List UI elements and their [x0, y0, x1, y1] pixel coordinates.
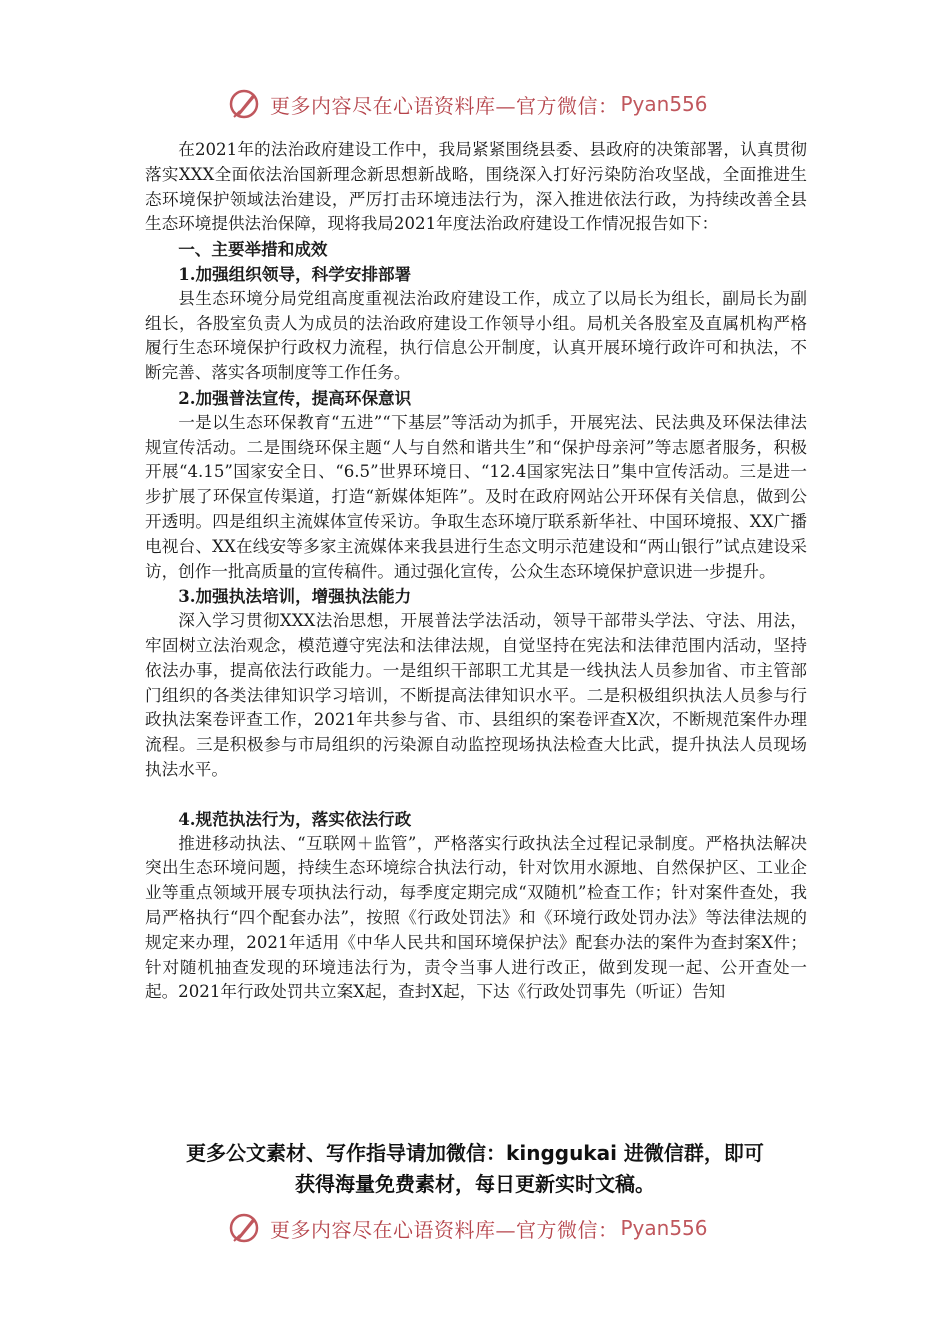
header-banner: [228, 84, 708, 124]
quill-logo-icon: [228, 1211, 262, 1245]
quill-logo-icon: [228, 87, 262, 121]
banner-text: 更多内容尽在心语资料库—官方微信：: [270, 93, 619, 118]
intro-paragraph: 在2021年的法治政府建设工作中，我局紧紧围绕县委、县政府的决策部署，认真贯彻落实XXX全面依法治国新理念新思想新战略，围绕深入打好污染防治攻坚战，全面推进生态环境保护领域法治建设，严厉打击环境违法行为，深入推进依法行政，为持续改善全县生态环境提供法治保障，现将我局2021年度法治政府建设工作情况报告如下：: [145, 140, 807, 234]
paragraph-4: 推进移动执法、“互联网＋监管”，严格落实行政执法全过程记录制度。严格执法解决突出生态环境问题，持续生态环境综合执法行动，针对饮用水源地、自然保护区、工业企业等重点领域开展专项执法行动，每季度定期完成“双随机”检查工作；针对案件查处，我局严格执行“四个配套办法”，按照《行政处罚法》和《环境行政处罚办法》等法律法规的规定来办理，2021年适用《中华人民共和国环境保护法》配套办法的案件为查封案X件；针对随机抽查发现的环境违法行为，责令当事人进行改正，做到发现一起、公开查处一起。2021年行政处罚共立案X起，查封X起，下达《行政处罚事先（听证）告知: [145, 833, 807, 1002]
subheading-4: 4.规范执法行为，落实依法行政: [178, 808, 412, 829]
paragraph-gap: [145, 783, 807, 807]
banner-contact: Pyan556: [620, 1216, 708, 1240]
paragraph-1: 县生态环境分局党组高度重视法治政府建设工作，成立了以局长为组长，副局长为副组长，各股室负责人为成员的法治政府建设工作领导小组。局机关各股室及直属机构严格履行生态环境保护行政权力流程，执行信息公开制度，认真开展环境行政许可和执法，不断完善、落实各项制度等工作任务。: [145, 288, 807, 383]
document-body: [145, 138, 807, 1005]
promo-line-1: 更多公文素材、写作指导请加微信：kinggukai 进微信群，即可: [186, 1141, 764, 1165]
section-heading: 一、主要举措和成效: [178, 239, 328, 260]
paragraph-3: 深入学习贯彻XXX法治思想，开展普法学法活动，领导干部带头学法、守法、用法，牢固树立法治观念，模范遵守宪法和法律法规，自觉坚持在宪法和法律范围内活动，坚持依法办事，提高依法行政能力。一是组织干部职工尤其是一线执法人员参加省、市主管部门组织的各类法律知识学习培训，不断提高法律知识水平。二是积极组织执法人员参与行政执法案卷评查工作，2021年共参与省、市、县组织的案卷评查X次，不断规范案件办理流程。三是积极参与市局组织的污染源自动监控现场执法检查大比武，提升执法人员现场执法水平。: [145, 611, 807, 779]
paragraph-2: 一是以生态环保教育“五进”“下基层”等活动为抓手，开展宪法、民法典及环保法律法规宣传活动。二是围绕环保主题“人与自然和谐共生”和“保护母亲河”等志愿者服务，积极开展“4.15”国家安全日、“6.5”世界环境日、“12.4国家宪法日”集中宣传活动。三是进一步扩展了环保宣传渠道，打造“新媒体矩阵”。及时在政府网站公开环保有关信息，做到公开透明。四是组织主流媒体宣传采访。争取生态环境厅联系新华社、中国环境报、XX广播电视台、XX在线安等多家主流媒体来我县进行生态文明示范建设和“两山银行”试点建设采访，创作一批高质量的宣传稿件。通过强化宣传，公众生态环境保护意识进一步提升。: [145, 412, 807, 581]
subheading-2: 2.加强普法宣传，提高环保意识: [178, 387, 412, 408]
subheading-1: 1.加强组织领导，科学安排部署: [178, 263, 412, 284]
banner-text: 更多内容尽在心语资料库—官方微信：: [270, 1217, 619, 1242]
banner-contact: Pyan556: [620, 92, 708, 116]
subheading-3: 3.加强执法培训，增强执法能力: [178, 586, 412, 607]
promo-line-2: 获得海量免费素材，每日更新实时文稿。: [295, 1172, 655, 1196]
footer-banner: [228, 1208, 708, 1248]
promo-notice: [100, 1138, 850, 1200]
